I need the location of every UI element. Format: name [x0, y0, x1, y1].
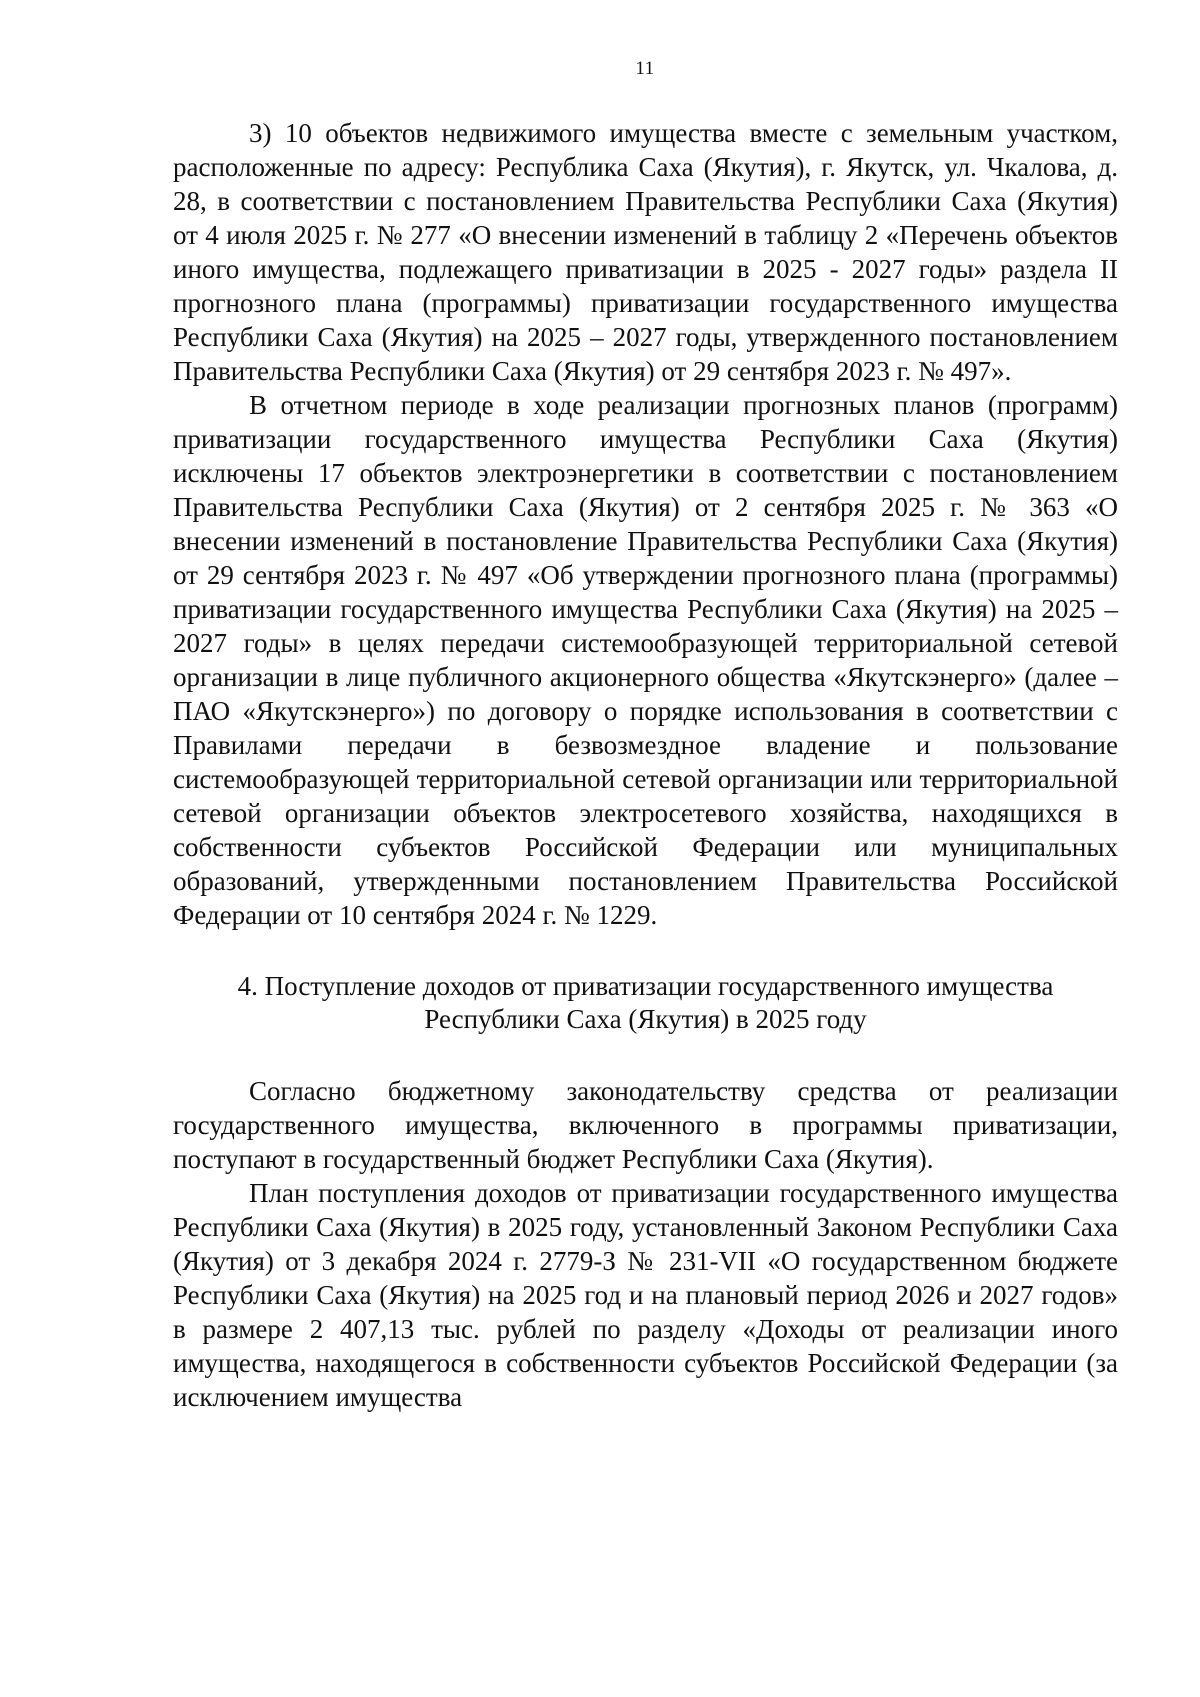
paragraph-excluded-objects: В отчетном периоде в ходе реализации прогнозных планов (программ) приватизации государственного имущества Республики Саха (Якутия) исключены 17 объектов электроэнергетики в соответствии с постановлением Правительства Республики Саха (Якутия) от 2 сентября 2025 г. № 363 «О внесении изменений в постановление Правительства Республики Саха (Якутия) от 29 сентября 2023 г. № 497 «Об утверждении прогнозного плана (программы) приватизации государственного имущества Республики Саха (Якутия) на 2025 – 2027 годы» в целях передачи системообразующей территориальной сетевой организации в лице публичного акционерного общества «Якутскэнерго» (далее – ПАО «Якутскэнерго») по договору о порядке использования в соответствии с Правилами передачи в безвозмездное владение и пользование системообразующей территориальной сетевой организации или территориальной сетевой организации объектов электросетевого хозяйства, находящихся в собственности субъектов Российской Федерации или муниципальных образований, утвержденными постановлением Правительства Российской Федерации от 10 сентября 2024 г. № 1229.	[173, 390, 1118, 930]
page-number: 11	[635, 58, 655, 79]
paragraph-income-plan: План поступления доходов от приватизации государственного имущества Республики Саха (Якутия) в 2025 году, установленный Законом Республики Саха (Якутия) от 3 декабря 2024 г. 2779-З № 231-VII «О государственном бюджете Республики Саха (Якутия) на 2025 год и на плановый период 2026 и 2027 годов» в размере 2 407,13 тыс. рублей по разделу «Доходы от реализации иного имущества, находящегося в собственности субъектов Российской Федерации (за исключением имущества	[173, 1178, 1118, 1412]
section-heading-line-2: Республики Саха (Якутия) в 2025 году	[424, 1004, 867, 1034]
section-heading	[173, 970, 1118, 1036]
paragraph-item-3: 3) 10 объектов недвижимого имущества вместе с земельным участком, расположенные по адресу: Республика Саха (Якутия), г. Якутск, ул. Чкалова, д. 28, в соответствии с постановлением Правительства Республики Саха (Якутия) от 4 июля 2025 г. № 277 «О внесении изменений в таблицу 2 «Перечень объектов иного имущества, подлежащего приватизации в 2025 - 2027 годы» раздела II прогнозного плана (программы) приватизации государственного имущества Республики Саха (Якутия) на 2025 – 2027 годы, утвержденного постановлением Правительства Республики Саха (Якутия) от 29 сентября 2023 г. № 497».	[173, 118, 1118, 386]
section-heading-line-1: 4. Поступление доходов от приватизации государственного имущества	[237, 971, 1054, 1001]
paragraph-budget-legislation: Согласно бюджетному законодательству средства от реализации государственного имущества, включенного в программы приватизации, поступают в государственный бюджет Республики Саха (Якутия).	[173, 1076, 1118, 1174]
document-body	[173, 116, 1118, 1414]
